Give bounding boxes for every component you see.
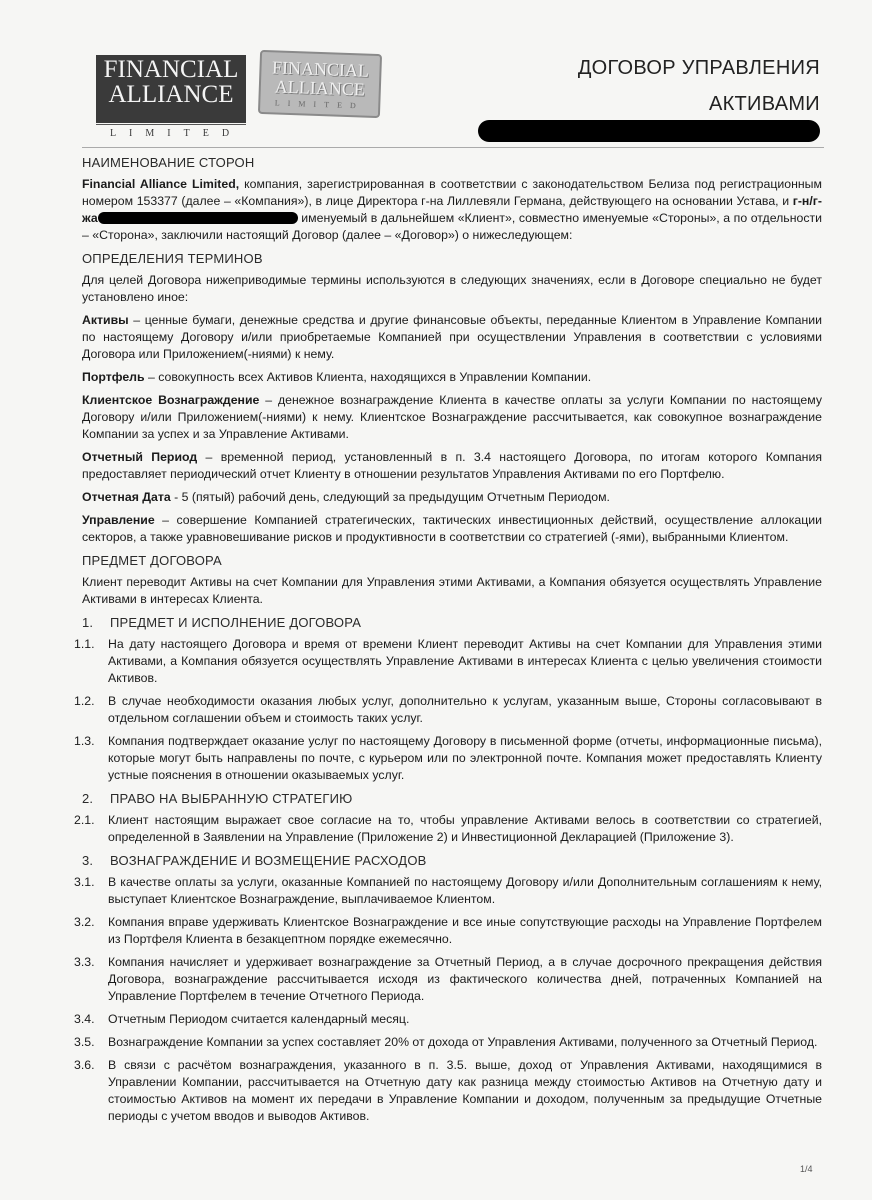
definition-term: Отчетный Период [82, 450, 198, 464]
definition-reporting-date [82, 489, 822, 506]
document-title-line-1: ДОГОВОР УПРАВЛЕНИЯ [577, 57, 820, 79]
subject-paragraph: Клиент переводит Активы на счет Компании для Управления этими Активами, а Компания обязуется осуществлять Управление Активами в интересах Клиента. [82, 575, 822, 606]
section-number: 2. [82, 791, 94, 806]
parties-paragraph [82, 176, 822, 244]
clause-text: Компания начисляет и удерживает вознаграждение за Отчетный Период, а в случае досрочного прекращения действия Договора, вознаграждение рассчитывается исходя из фактического количества дней, потраченных Компанией на Управление Портфелем в течение Отчетного Периода. [108, 955, 822, 1003]
definition-text: – совершение Компанией стратегических, тактических инвестиционных действий, осуществление аллокации секторов, а также уравновешивание рисков и продуктивности в соответствии со стратегией (-ями), выбранными Клиентом. [82, 513, 822, 544]
section-number: 1. [82, 615, 94, 630]
section-title: ВОЗНАГРАЖДЕНИЕ И ВОЗМЕЩЕНИЕ РАСХОДОВ [110, 853, 427, 868]
seal-line-2: ALLIANCE [274, 76, 366, 100]
clause-text: Компания вправе удерживать Клиентское Вознаграждение и все иные сопутствующие расходы на Управление Портфелем из Портфеля Клиента в безакцептном порядке ежемесячно. [108, 915, 822, 946]
clause-number: 3.6. [74, 1058, 95, 1072]
financial-alliance-logo [96, 55, 246, 139]
page-number: 1/4 [800, 1164, 813, 1174]
definition-term: Портфель [82, 370, 145, 384]
clause-2-1 [74, 812, 822, 846]
definition-text: – ценные бумаги, денежные средства и другие финансовые объекты, переданные Клиентом в Управление Компании по настоящему Договору и/или приобретаемые Компанией при осуществлении Управления в соответствии с условиями Договора или Приложением(-ниями) к нему. [82, 313, 822, 361]
subject-heading: ПРЕДМЕТ ДОГОВОРА [82, 553, 222, 568]
section-1-heading [82, 614, 822, 631]
logo-line-2: ALLIANCE [108, 81, 234, 108]
clause-number: 1.3. [74, 734, 95, 748]
document-title [520, 50, 820, 122]
document-body [74, 154, 822, 1131]
clause-1-2 [74, 693, 822, 727]
clause-number: 3.2. [74, 915, 95, 929]
clause-text: В связи с расчётом вознаграждения, указанного в п. 3.5. выше, доход от Управления Активами, находящимися в Управлении Компании, рассчитывается на Отчетную дату как разница между стоимостью Активов на Отчетную дату и стоимостью Активов на момент их передачи в Управление Компании и доходом, полученным за предыдущие Отчетные периоды с учетом вводов и выводов Активов. [108, 1058, 822, 1123]
seal-line-1: FINANCIAL [271, 57, 370, 81]
clause-text: Компания подтверждает оказание услуг по настоящему Договору в письменной форме (отчеты, информационные письма), которые могут быть направлены по почте, с курьером или по электронной почте. Компания может предоставлять Клиенту устные пояснения в отношении оказываемых услуг. [108, 734, 822, 782]
seal-line-3: LIMITED [274, 98, 364, 111]
clause-number: 3.3. [74, 955, 95, 969]
definition-text: - 5 (пятый) рабочий день, следующий за предыдущим Отчетным Периодом. [170, 490, 610, 504]
definition-term: Управление [82, 513, 155, 527]
clause-text: Отчетным Периодом считается календарный месяц. [108, 1012, 410, 1026]
section-number: 3. [82, 853, 94, 868]
definitions-intro: Для целей Договора нижеприводимые термины используются в следующих значениях, если в Договоре специально не будет установлено иное: [82, 273, 822, 304]
clause-number: 3.1. [74, 875, 95, 889]
financial-alliance-seal-logo [258, 50, 382, 118]
client-prefix: г-н/г-жа [82, 194, 822, 225]
definition-text: – совокупность всех Активов Клиента, находящихся в Управлении Компании. [144, 370, 592, 384]
clause-3-5 [74, 1034, 822, 1051]
parties-text-2: именуемый в дальнейшем «Клиент», совместно именуемые «Стороны», а по отдельности – «Сторона», заключили настоящий Договор (далее – «Договор») о нижеследующем: [82, 211, 822, 242]
clause-number: 1.1. [74, 637, 95, 651]
clause-3-3 [74, 954, 822, 1005]
definition-term: Активы [82, 313, 129, 327]
section-title: ПРЕДМЕТ И ИСПОЛНЕНИЕ ДОГОВОРА [110, 615, 362, 630]
parties-heading: НАИМЕНОВАНИЕ СТОРОН [82, 155, 255, 170]
clause-text: На дату настоящего Договора и время от времени Клиент переводит Активы на счет Компании для Управления этими Активами, а Компания обязуется осуществлять Управление Активами в интересах Клиента с целью увеличения стоимости Активов. [108, 637, 822, 685]
logo-line-1: FINANCIAL [103, 56, 239, 83]
clause-text: В качестве оплаты за услуги, оказанные Компанией по настоящему Договору и/или Дополнительным соглашениям к нему, выступает Клиентское Вознаграждение, выплачиваемое Клиентом. [108, 875, 822, 906]
definition-text: – временной период, установленный в п. 3.4 настоящего Договора, по итогам которого Компания предоставляет периодический отчет Клиенту в отношении результатов Управления Активами по его Портфелю. [82, 450, 822, 481]
clause-3-2 [74, 914, 822, 948]
definition-term: Отчетная Дата [82, 490, 171, 504]
clause-number: 2.1. [74, 813, 95, 827]
section-2-heading [82, 790, 822, 807]
parties-text-1: компания, зарегистрированная в соответствии с законодательством Белиза под регистрационным номером 153377 (далее – «Компания»), в лице Директора г-на Лиллевяли Германа, действующего на основании Устава, и [82, 177, 822, 208]
header-divider [82, 147, 824, 148]
definition-term: Клиентское Вознаграждение [82, 393, 260, 407]
clause-text: Клиент настоящим выражает свое согласие на то, чтобы управление Активами велось в соответствии со стратегией, определенной в Заявлении на Управление (Приложение 2) и Инвестиционной Декларацией (Приложение 3). [108, 813, 822, 844]
client-name-redaction [98, 212, 298, 224]
company-name: Financial Alliance Limited, [82, 177, 240, 191]
clause-3-1 [74, 874, 822, 908]
clause-number: 3.5. [74, 1035, 95, 1049]
logo-underline [96, 124, 246, 125]
redaction-bar [478, 120, 820, 142]
section-3-heading [82, 852, 822, 869]
definition-assets [82, 312, 822, 363]
clause-number: 3.4. [74, 1012, 95, 1026]
document-title-line-2: АКТИВАМИ [708, 93, 820, 115]
clause-3-4 [74, 1011, 822, 1028]
clause-text: Вознаграждение Компании за успех составляет 20% от дохода от Управления Активами, полученного за Отчетный Период. [108, 1035, 818, 1049]
definition-client-fee [82, 392, 822, 443]
definition-text: – денежное вознаграждение Клиента в качестве оплаты за услуги Компании по настоящему Договору и/или Приложением(-ниями) к нему. Клиентское Вознаграждение рассчитывается, как совокупное вознаграждение Компании за успех и за Управление Активами. [82, 393, 822, 441]
definition-reporting-period [82, 449, 822, 483]
clause-1-3 [74, 733, 822, 784]
definition-portfolio [82, 369, 822, 386]
logo-line-3: LIMITED [109, 128, 243, 139]
clause-number: 1.2. [74, 694, 95, 708]
section-title: ПРАВО НА ВЫБРАННУЮ СТРАТЕГИЮ [110, 791, 353, 806]
clause-1-1 [74, 636, 822, 687]
definitions-heading: ОПРЕДЕЛЕНИЯ ТЕРМИНОВ [82, 251, 263, 266]
clause-text: В случае необходимости оказания любых услуг, дополнительно к услугам, указанным выше, Стороны согласовывают в отдельном соглашении объем и стоимость таких услуг. [108, 694, 822, 725]
clause-3-6 [74, 1057, 822, 1125]
definition-management [82, 512, 822, 546]
